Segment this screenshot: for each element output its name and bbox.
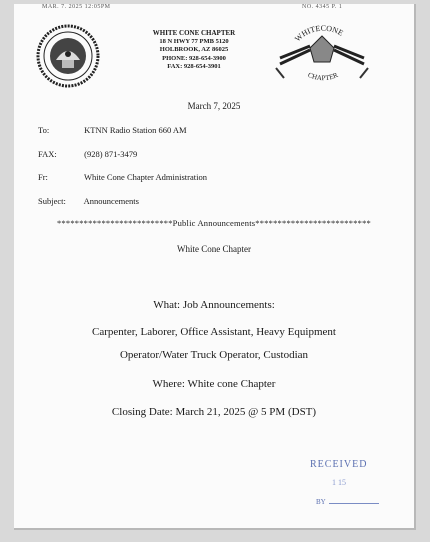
closing-date-line: Closing Date: March 21, 2025 @ 5 PM (DST): [111, 406, 317, 418]
phone-number: PHONE: 928-654-3900: [162, 54, 226, 62]
address-line-2: HOLBROOK, AZ 86025: [159, 46, 229, 53]
field-fax-value: (928) 871-3479: [84, 149, 138, 159]
chapter-name: WHITE CONE CHAPTER: [152, 29, 236, 37]
field-subject-value: Announcements: [83, 196, 139, 206]
field-subject: [38, 196, 139, 206]
received-stamp: RECEIVED: [310, 459, 368, 470]
letterhead: [124, 29, 264, 72]
svg-text:CHAPTER: [307, 71, 340, 82]
field-from-value: White Cone Chapter Administration: [83, 172, 207, 182]
where-line: Where: White cone Chapter: [152, 378, 276, 390]
positions-line-1: Carpenter, Laborer, Office Assistant, Heavy Equipment: [92, 326, 336, 338]
chapter-emblem-icon: [272, 16, 372, 94]
fax-header-left: MAR. 7. 2025 12:05PM: [42, 4, 111, 10]
received-stamp-date: 1 15: [332, 478, 346, 487]
field-fax: [38, 149, 137, 159]
field-to-value: KTNN Radio Station 660 AM: [84, 125, 187, 135]
field-fax-label: FAX:: [38, 149, 57, 159]
positions-line-2: Operator/Water Truck Operator, Custodian: [119, 349, 309, 361]
what-line: What: Job Announcements:: [153, 299, 275, 311]
field-to: [38, 125, 187, 135]
fax-header-right: NO. 4345 P. 1: [302, 4, 343, 10]
field-from-label: Fr:: [38, 172, 48, 182]
navajo-nation-seal-icon: [36, 24, 100, 88]
announcement-banner: **************************Public Announcements**************************: [56, 218, 372, 228]
received-by-label: BY: [316, 498, 326, 506]
received-by: [316, 498, 379, 506]
letter-date: March 7, 2025: [187, 101, 241, 111]
chapter-heading: White Cone Chapter: [177, 244, 251, 254]
emblem-top-text: WHITECONE: [293, 23, 345, 44]
field-subject-label: Subject:: [38, 196, 66, 206]
received-by-line: [329, 503, 379, 504]
fax-page: [14, 4, 416, 530]
field-to-label: To:: [38, 125, 50, 135]
field-from: [38, 172, 207, 182]
address-line-1: 18 N HWY 77 PMB 5120: [159, 37, 229, 45]
emblem-bottom-text: CHAPTER: [306, 70, 340, 83]
fax-number: FAX: 928-654-3901: [167, 63, 221, 70]
